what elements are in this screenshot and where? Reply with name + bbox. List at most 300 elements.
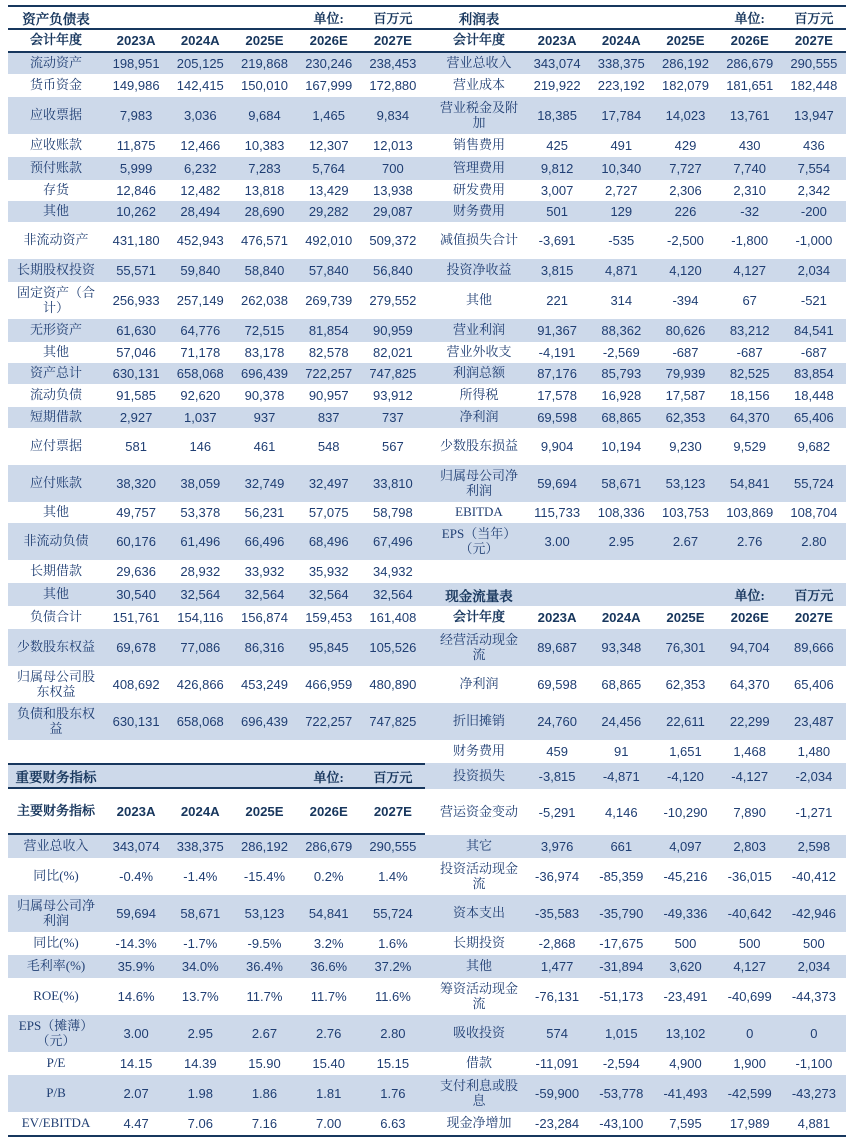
data-half [8,342,425,363]
table-row [8,1052,846,1075]
cell-value: 500 [803,936,825,951]
cell-value: 69,598 [537,677,577,692]
cell-value: 17,578 [537,388,577,403]
cell-value: 700 [382,161,404,176]
data-half [8,703,425,740]
data-half [433,384,846,407]
cell-value: 59,694 [116,906,156,921]
data-half [8,858,425,895]
table-row [8,895,846,932]
cell-value: 338,375 [176,839,224,854]
cell-value: -53,778 [599,1086,644,1101]
data-half [8,282,425,319]
cell-value: 13,947 [794,108,834,123]
data-half [8,134,425,157]
table-row [8,74,846,97]
cell-value: -51,173 [599,989,644,1004]
cell-value: 35,932 [308,564,349,579]
table-row [8,97,846,134]
cell-value: 49,757 [116,505,156,520]
cell-value: -9.5% [247,936,282,951]
cell-value: -17,675 [599,936,644,951]
cell-value: 3,036 [184,108,217,123]
cell-value: -687 [800,345,827,360]
cell-value: 1,468 [733,744,766,759]
table-row [8,7,846,30]
table-row [8,134,846,157]
cell-value: 36.4% [246,959,283,974]
data-half [8,895,425,932]
row-label: 少数股东权益 [16,639,95,655]
cell-value: 426,866 [176,677,224,692]
cell-value: -31,894 [599,959,644,974]
cell-value: 36.6% [310,959,348,974]
cell-value: 4,097 [669,839,702,854]
cell-value: -4,871 [602,768,640,784]
cell-value: 13.7% [181,989,219,1004]
cell-value: 722,257 [305,714,353,729]
row-label: 营运资金变动 [439,803,518,819]
year-header: 2027E [794,610,833,625]
cell-value: 7,740 [733,161,766,176]
row-label: 应收票据 [29,107,82,123]
row-label: 支付利息或股息 [439,1077,518,1108]
row-label: 营业总收入 [23,838,89,854]
cell-value: -35,583 [535,906,580,921]
cell-value: 53,123 [665,476,706,491]
cell-value: 2.67 [672,534,699,549]
cell-value: 82,525 [729,366,770,381]
cell-value: 747,825 [369,366,417,381]
cell-value: 466,959 [305,677,353,692]
data-half [433,363,846,384]
cell-value: 90,959 [373,323,413,338]
cell-value: 2,034 [797,959,831,974]
cell-value: 90,378 [244,388,285,403]
cell-value: 82,021 [373,345,413,360]
cell-value: 17,587 [665,388,706,403]
data-half [433,97,846,134]
cell-value: 491 [610,138,633,153]
cell-value: -2,034 [795,768,833,784]
cell-value: 34.0% [181,959,219,974]
cell-value: -0.4% [119,869,154,884]
title-half [433,7,846,28]
year-header: 2023A [116,803,156,819]
cell-value: 150,010 [240,78,288,93]
cell-value: 238,453 [369,56,417,71]
cell-value: 30,540 [116,587,156,602]
cell-value: 68,865 [601,410,642,425]
cell-value: 7,554 [797,161,831,176]
cell-value: -85,359 [599,869,644,884]
cell-value: 156,874 [240,610,288,625]
cell-value: 10,340 [601,161,642,176]
cell-value: -35,790 [599,906,644,921]
cell-value: 29,282 [308,204,349,219]
cell-value: 937 [253,410,276,425]
cell-value: 68,496 [308,534,349,549]
cell-value: 3,815 [540,263,574,278]
row-label: 折旧摊销 [452,713,505,729]
cell-value: -40,699 [727,989,772,1004]
unit-value: 百万元 [373,11,413,26]
title-half [8,763,425,789]
data-half [8,407,425,428]
cell-value: 286,679 [305,839,353,854]
row-label: 其他 [42,504,69,520]
cell-value: 55,724 [373,906,413,921]
cell-value: 77,086 [180,640,221,655]
cell-value: 7.16 [251,1116,278,1131]
cell-value: 64,370 [729,410,770,425]
cell-value: -40,642 [727,906,772,921]
cell-value: 32,564 [180,587,221,602]
cell-value: 58,840 [244,263,285,278]
data-half [433,282,846,319]
cell-value: 91 [614,744,629,759]
cell-value: 221 [546,293,568,308]
row-label: 无形资产 [29,322,82,338]
row-label: 非流动负债 [23,533,89,549]
row-label: P/B [46,1085,66,1101]
cell-value: 13,429 [308,183,349,198]
cell-value: 15.15 [376,1056,410,1071]
cell-value: 142,415 [176,78,224,93]
cell-value: 64,370 [729,677,770,692]
cell-value: -23,284 [535,1116,580,1131]
year-header: 2023A [537,610,577,625]
row-label: EV/EBITDA [21,1115,91,1131]
row-label: 营业总收入 [446,55,512,71]
row-label: 研发费用 [452,182,505,198]
row-label: 非流动资产 [23,232,89,248]
table-row [8,932,846,955]
cell-value: -2,868 [538,936,576,951]
cell-value: -5,291 [538,804,576,820]
table-title: 利润表 [458,11,500,27]
cell-value: 60,176 [116,534,156,549]
cell-value: 2,034 [797,263,831,278]
cell-value: 1.98 [187,1086,213,1101]
cell-value: -4,191 [538,345,576,360]
data-half [433,407,846,428]
cell-value: 5,764 [312,161,345,176]
row-label: 所得税 [459,387,499,403]
cell-value: 2.95 [608,534,634,549]
cell-value: 167,999 [305,78,353,93]
data-half [433,703,846,740]
table-row [8,363,846,384]
row-label: 经营活动现金流 [439,631,518,662]
cell-value: 269,739 [305,293,353,308]
head-half [8,789,425,835]
cell-value: 59,694 [537,476,577,491]
cell-value: 182,079 [661,78,709,93]
cell-value: 262,038 [240,293,288,308]
cell-value: 9,684 [248,108,281,123]
cell-value: 696,439 [240,366,288,381]
cell-value: 10,194 [601,439,642,454]
empty-half [433,560,846,583]
cell-value: 29,087 [373,204,413,219]
cell-value: 658,068 [176,366,224,381]
header-label: 会计年度 [452,609,505,625]
cell-value: 149,986 [112,78,160,93]
data-half [8,53,425,74]
cell-value: 722,257 [305,366,353,381]
cell-value: 3.00 [544,534,570,549]
row-label: 预付账款 [29,160,82,176]
cell-value: 62,353 [665,410,706,425]
cell-value: 7.00 [316,1116,342,1131]
cell-value: -687 [736,345,763,360]
data-half [433,134,846,157]
table-row [8,407,846,428]
cell-value: 343,074 [112,839,160,854]
year-header: 2026E [309,803,348,819]
table-row [8,465,846,502]
cell-value: 4,146 [605,804,638,820]
cell-value: 115,733 [534,505,581,520]
row-label: 应付票据 [29,438,82,454]
cell-value: -36,974 [535,869,580,884]
data-half [8,835,425,858]
cell-value: 7,890 [733,804,766,820]
cell-value: 696,439 [240,714,288,729]
cell-value: 12,846 [116,183,156,198]
row-label: 归属母公司净利润 [16,897,95,928]
cell-value: 34,932 [373,564,413,579]
cell-value: 13,102 [665,1026,706,1041]
cell-value: 7,283 [248,161,281,176]
table-row [8,384,846,407]
cell-value: 453,249 [240,677,288,692]
cell-value: 182,448 [790,78,838,93]
table-row [8,763,846,789]
data-half [433,955,846,978]
cell-value: 66,496 [244,534,285,549]
cell-value: 7,727 [669,161,702,176]
cell-value: 154,116 [177,610,224,625]
cell-value: 7.06 [187,1116,213,1131]
data-half [433,502,846,523]
row-label: 减值损失合计 [439,232,518,248]
cell-value: 33,810 [373,476,413,491]
row-label: 同比(%) [33,935,79,951]
header-label: 会计年度 [29,32,82,48]
cell-value: 68,865 [601,677,642,692]
cell-value: 87,176 [537,366,577,381]
cell-value: 18,448 [794,388,834,403]
year-header: 2024A [180,33,220,48]
row-label: 销售费用 [452,137,505,153]
cell-value: 581 [125,439,147,454]
cell-value: 76,301 [665,640,706,655]
row-label: 投资净收益 [446,262,512,278]
cell-value: 11.7% [246,989,283,1004]
cell-value: 54,841 [308,906,349,921]
cell-value: 9,230 [669,439,702,454]
cell-value: 4,120 [669,263,702,278]
unit-value: 百万元 [373,769,413,785]
cell-value: -2,594 [602,1056,640,1071]
data-half [433,629,846,666]
data-half [433,465,846,502]
cell-value: 338,375 [597,56,645,71]
cell-value: 32,497 [308,476,349,491]
row-label: 流动负债 [29,387,82,403]
cell-value: -23,491 [663,989,708,1004]
cell-value: 2,598 [797,839,831,854]
cell-value: 286,192 [661,56,709,71]
unit-label: 单位: [734,588,765,603]
table-row [8,201,846,222]
cell-value: 7,983 [119,108,153,123]
cell-value: -4,120 [667,768,704,784]
cell-value: 230,246 [305,56,353,71]
data-half [433,74,846,97]
cell-value: 79,939 [665,366,706,381]
cell-value: 12,466 [180,138,221,153]
cell-value: -44,373 [791,989,836,1004]
cell-value: 1,465 [312,108,345,123]
cell-value: 61,496 [180,534,221,549]
cell-value: -1,100 [795,1056,833,1071]
cell-value: -1,800 [731,233,769,248]
year-header: 2026E [730,33,769,48]
row-label: 投资损失 [452,767,505,783]
cell-value: 2.76 [316,1026,342,1041]
row-label: 归属母公司净利润 [439,467,518,498]
cell-value: 548 [317,439,340,454]
cell-value: 661 [610,839,633,854]
year-header: 2027E [373,33,412,48]
row-label: 净利润 [459,409,499,425]
cell-value: 4,871 [605,263,638,278]
cell-value: 2.07 [123,1086,149,1101]
cell-value: -43,273 [791,1086,836,1101]
table-row [8,835,846,858]
cell-value: 2.95 [187,1026,213,1041]
cell-value: 630,131 [112,366,160,381]
cell-value: 500 [738,936,761,951]
cell-value: 3.2% [313,936,344,951]
data-half [433,740,846,763]
row-label: 其他 [42,203,69,219]
data-half [8,560,425,583]
cell-value: 69,678 [116,640,156,655]
cell-value: 1.4% [378,869,408,884]
row-label: 固定资产（合计） [16,284,95,315]
cell-value: 492,010 [305,233,353,248]
table-row [8,858,846,895]
header-label: 主要财务指标 [16,802,95,818]
cell-value: 105,526 [369,640,417,655]
row-label: 短期借款 [29,409,82,425]
table-row [8,606,846,629]
table-row [8,1112,846,1135]
cell-value: 9,904 [540,439,574,454]
cell-value: 108,336 [597,505,645,520]
table-row [8,1015,846,1052]
table-row [8,666,846,703]
table-row [8,259,846,282]
cell-value: 91,585 [116,388,156,403]
table-row [8,629,846,666]
cell-value: 64,776 [180,323,221,338]
cell-value: 82,578 [308,345,349,360]
cell-value: 7,595 [669,1116,702,1131]
cell-value: 737 [382,410,404,425]
cell-value: 314 [610,293,633,308]
table-row [8,740,846,763]
cell-value: 61,630 [116,323,156,338]
table-row [8,583,846,606]
row-label: 少数股东损益 [439,438,518,454]
cell-value: 408,692 [112,677,160,692]
cell-value: 10,262 [116,204,156,219]
cell-value: 567 [382,439,404,454]
data-half [433,201,846,222]
cell-value: 23,487 [794,714,834,729]
cell-value: 86,316 [244,640,285,655]
head-half [433,606,846,629]
cell-value: 9,812 [540,161,574,176]
table-row [8,282,846,319]
cell-value: 2.76 [737,534,763,549]
data-half [433,835,846,858]
cell-value: 18,156 [729,388,770,403]
cell-value: 94,704 [729,640,770,655]
cell-value: 2,310 [733,183,766,198]
data-half [8,666,425,703]
cell-value: 574 [546,1026,568,1041]
cell-value: 1,651 [669,744,702,759]
data-half [8,180,425,201]
table-row [8,703,846,740]
cell-value: 630,131 [112,714,160,729]
cell-value: 11,875 [116,138,156,153]
cell-value: 92,620 [180,388,221,403]
year-header: 2024A [601,33,641,48]
cell-value: 0.2% [313,869,344,884]
cell-value: 93,348 [601,640,642,655]
cell-value: 32,749 [244,476,285,491]
cell-value: 1.81 [316,1086,342,1101]
cell-value: -43,100 [599,1116,644,1131]
year-header: 2025E [666,610,705,625]
cell-value: 501 [546,204,568,219]
cell-value: 14.15 [119,1056,153,1071]
cell-value: 55,571 [116,263,156,278]
table-row [8,502,846,523]
row-label: 货币资金 [29,77,82,93]
cell-value: 452,943 [176,233,224,248]
cell-value: 10,383 [244,138,285,153]
table-title: 资产负债表 [22,11,90,27]
row-label: 长期投资 [452,935,505,951]
cell-value: 62,353 [665,677,706,692]
data-half [8,1015,425,1052]
cell-value: 4,127 [733,959,766,974]
row-label: 财务费用 [452,203,505,219]
year-header: 2027E [373,803,412,819]
cell-value: 256,933 [112,293,160,308]
cell-value: -3,815 [538,768,576,784]
cell-value: 17,784 [601,108,642,123]
row-label: 营业税金及附加 [439,99,518,130]
